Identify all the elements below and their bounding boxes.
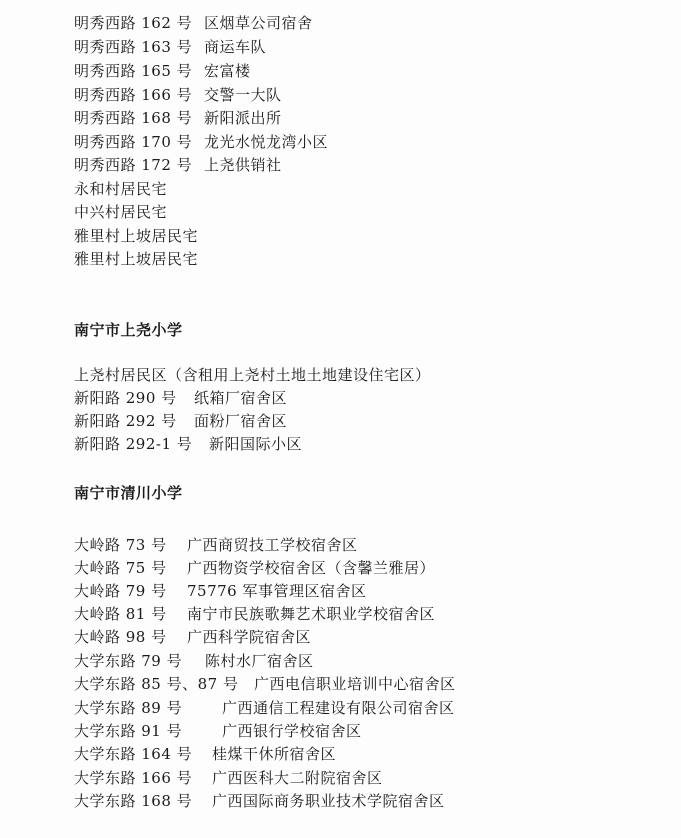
address-text: 明秀西路 162 号 [74, 14, 193, 32]
place-text: 新阳派出所 [204, 109, 282, 127]
place-text: 交警一大队 [204, 86, 282, 104]
address-text: 大学东路 85 号、87 号 [74, 675, 239, 693]
address-text: 明秀西路 163 号 [74, 38, 193, 56]
place-text: 广西通信工程建设有限公司宿舍区 [222, 699, 455, 717]
address-text: 大岭路 98 号 [74, 628, 167, 646]
address-text: 上尧村居民区（含租用上尧村土地土地建设住宅区） [74, 366, 431, 384]
place-text: 商运车队 [204, 38, 267, 56]
place-text: 陈村水厂宿舍区 [205, 652, 314, 670]
address-text: 新阳路 292-1 号 [74, 435, 193, 453]
address-text: 明秀西路 165 号 [74, 62, 193, 80]
place-text: 区烟草公司宿舍 [204, 14, 313, 32]
place-text: 宏富楼 [204, 62, 251, 80]
address-text: 新阳路 292 号 [74, 412, 177, 430]
address-text: 中兴村居民宅 [74, 203, 168, 221]
address-text: 明秀西路 172 号 [74, 156, 193, 174]
place-text: 新阳国际小区 [209, 435, 303, 453]
address-text: 明秀西路 168 号 [74, 109, 193, 127]
address-text: 大学东路 168 号 [74, 792, 193, 810]
address-text: 明秀西路 166 号 [74, 86, 193, 104]
address-text: 大岭路 79 号 [74, 582, 167, 600]
place-text: 广西银行学校宿舍区 [222, 722, 362, 740]
place-text: 上尧供销社 [204, 156, 282, 174]
address-text: 永和村居民宅 [74, 180, 168, 198]
address-text: 大岭路 73 号 [74, 536, 167, 554]
place-text: 广西物资学校宿舍区（含馨兰雅居） [187, 559, 436, 577]
address-text: 明秀西路 170 号 [74, 133, 193, 151]
address-text: 大学东路 79 号 [74, 652, 183, 670]
address-text: 大学东路 166 号 [74, 769, 193, 787]
place-text: 75776 军事管理区宿舍区 [187, 582, 367, 600]
place-text: 纸箱厂宿舍区 [194, 389, 288, 407]
place-text: 广西国际商务职业技术学院宿舍区 [212, 792, 445, 810]
address-text: 新阳路 290 号 [74, 389, 177, 407]
address-text: 大学东路 89 号 [74, 699, 183, 717]
place-text: 桂煤干休所宿舍区 [212, 745, 337, 763]
address-text: 雅里村上坡居民宅 [74, 250, 199, 268]
address-text: 大学东路 91 号 [74, 722, 183, 740]
address-text: 大学东路 164 号 [74, 745, 193, 763]
place-text: 广西医科大二附院宿舍区 [212, 769, 383, 787]
place-text: 龙光水悦龙湾小区 [204, 133, 329, 151]
place-text: 广西科学院宿舍区 [187, 628, 312, 646]
place-text: 面粉厂宿舍区 [194, 412, 288, 430]
place-text: 广西商贸技工学校宿舍区 [187, 536, 358, 554]
address-text: 雅里村上坡居民宅 [74, 227, 199, 245]
place-text: 广西电信职业培训中心宿舍区 [254, 675, 456, 693]
place-text: 南宁市民族歌舞艺术职业学校宿舍区 [187, 605, 436, 623]
address-text: 大岭路 75 号 [74, 559, 167, 577]
section-heading: 南宁市上尧小学 [74, 321, 183, 339]
section-heading: 南宁市清川小学 [74, 484, 183, 502]
address-text: 大岭路 81 号 [74, 605, 167, 623]
